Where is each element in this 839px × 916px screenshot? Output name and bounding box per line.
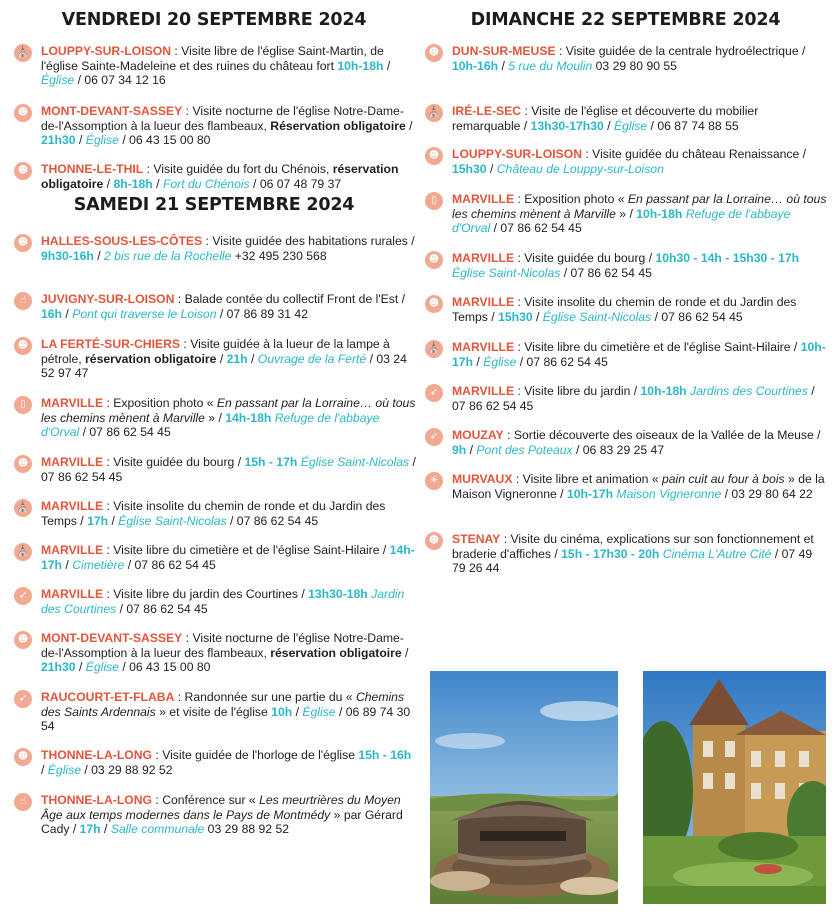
event-place: 5 rue du Moulin <box>508 58 593 73</box>
event-detail: : Conférence sur « <box>152 793 260 807</box>
event-time: 14h-17h <box>41 543 415 572</box>
event-detail: : Exposition photo « <box>103 396 217 410</box>
event-detail: : Visite guidée de la centrale hydroélectrique / <box>555 44 806 58</box>
guide-icon: ☻ <box>425 251 443 269</box>
event-town: MONT-DEVANT-SASSEY <box>41 104 183 118</box>
event-item <box>12 292 416 321</box>
event-detail: : Visite insolite du chemin de ronde et du Jardin des Temps / <box>452 295 797 324</box>
event-place: Jardin des Courtines <box>41 587 405 616</box>
event-text <box>41 455 416 484</box>
event-item <box>423 44 828 73</box>
event-detail: / <box>473 354 484 369</box>
event-detail: / <box>75 660 86 675</box>
day-heading: DIMANCHE 22 SEPTEMBRE 2024 <box>470 10 781 30</box>
event-detail: / 06 89 74 30 54 <box>41 704 411 734</box>
event-detail: 03 29 88 92 52 <box>204 822 290 837</box>
guide-icon: ☻ <box>14 631 32 649</box>
event-text <box>41 793 416 837</box>
event-town: THONNE-LE-THIL <box>41 162 144 176</box>
event-detail: / 06 87 74 88 55 <box>647 118 739 133</box>
event-time: 10h <box>271 704 293 719</box>
event-text <box>452 104 828 133</box>
event-detail: / <box>103 176 114 191</box>
event-text <box>41 396 416 440</box>
chateau-photo <box>643 671 826 904</box>
guide-icon: ☻ <box>14 748 32 766</box>
event-time: 21h <box>226 351 248 366</box>
event-detail: / <box>603 118 614 133</box>
fort-photo <box>430 671 618 904</box>
event-detail: : Visite libre du cimetière et de l'église Saint-Hilaire / <box>103 543 390 557</box>
event-detail: +32 495 230 568 <box>231 248 327 263</box>
event-item <box>12 337 416 381</box>
guide-icon: ☻ <box>425 295 443 313</box>
event-place: Église <box>85 133 119 148</box>
event-text <box>452 295 828 324</box>
day-heading: SAMEDI 21 SEPTEMBRE 2024 <box>73 195 355 215</box>
event-town: MARVILLE <box>452 384 515 398</box>
event-detail: : Visite guidée du fort du Chénois, <box>143 162 333 176</box>
event-time: 15h - 17h <box>244 455 298 469</box>
event-detail: / 07 86 62 54 45 <box>79 425 171 440</box>
event-town: MARVILLE <box>452 251 515 265</box>
event-item <box>12 396 416 440</box>
event-detail: : Visite du cinéma, explications sur son fonctionnement et braderie d'affiches / <box>452 532 814 561</box>
event-town: MONT-DEVANT-SASSEY <box>41 631 183 645</box>
event-detail: : Randonnée sur une partie du « <box>174 690 356 704</box>
sun-icon: ☀ <box>425 472 443 490</box>
event-item <box>423 428 828 457</box>
event-time: 10h-17h <box>566 486 614 501</box>
event-town: LOUPPY-SUR-LOISON <box>452 147 583 161</box>
church-icon: ⛪ <box>425 340 443 358</box>
event-detail: / 03 24 52 97 47 <box>41 351 407 381</box>
event-detail: / 06 43 15 00 80 <box>118 660 211 675</box>
walk-icon: ➶ <box>14 690 32 708</box>
event-town: RAUCOURT-ET-FLABA <box>41 690 175 704</box>
event-item <box>12 104 416 148</box>
event-text <box>452 147 828 176</box>
event-detail: / <box>62 557 73 572</box>
event-item <box>423 104 828 133</box>
event-detail: / <box>216 351 227 366</box>
event-item <box>12 455 416 484</box>
event-item <box>12 793 416 837</box>
event-detail: : Visite nocturne de l'église Notre-Dame-de-l'Assomption à la lueur des flambeaux, <box>41 631 404 660</box>
event-item <box>12 748 416 777</box>
event-time: 10h-17h <box>452 340 826 369</box>
event-detail: / 07 86 62 54 45 <box>41 455 416 484</box>
event-text <box>41 748 416 777</box>
event-time: 15h - 17h30 - 20h <box>561 546 660 561</box>
event-text <box>41 337 416 381</box>
event-item <box>423 295 828 324</box>
frame-icon: ▯ <box>14 396 32 414</box>
event-detail: / 07 86 62 54 45 <box>116 601 208 616</box>
event-item <box>423 192 828 236</box>
event-emphasis: réservation obligatoire <box>85 351 217 366</box>
event-town: MARVILLE <box>452 192 515 206</box>
event-detail: / <box>62 306 73 321</box>
event-text <box>452 251 828 280</box>
event-detail: / 07 86 62 54 45 <box>124 557 216 572</box>
event-item <box>12 162 416 191</box>
event-town: THONNE-LA-LONG <box>41 793 153 807</box>
event-detail: : Visite guidée des habitations rurales / <box>202 234 415 248</box>
event-town: DUN-SUR-MEUSE <box>452 44 556 58</box>
event-town: LA FERTÉ-SUR-CHIERS <box>41 337 181 351</box>
event-detail: : Visite guidée du château Renaissance / <box>582 147 807 161</box>
event-emphasis: réservation obligatoire <box>270 645 402 660</box>
event-detail: / 07 86 89 31 42 <box>216 306 308 321</box>
thumb-icon: ☝ <box>14 292 32 310</box>
event-time: 13h30-17h30 <box>530 118 604 133</box>
guide-icon: ☻ <box>425 147 443 165</box>
event-place: Refuge de l'abbaye d'Orval <box>41 410 380 440</box>
event-place: Refuge de l'abbaye d'Orval <box>452 206 791 236</box>
event-time: 21h30 <box>41 133 76 148</box>
event-detail: / <box>383 58 391 73</box>
guide-icon: ☻ <box>425 532 443 550</box>
event-item <box>423 251 828 280</box>
event-text <box>41 631 416 675</box>
event-time: 15h - 16h <box>358 748 412 762</box>
event-place: Cimetière <box>72 557 125 572</box>
event-detail: : Sortie découverte des oiseaux de la Vallée de la Meuse / <box>503 428 821 442</box>
church-icon: ⛪ <box>14 44 32 62</box>
event-place: Église Saint-Nicolas <box>542 309 652 324</box>
event-place: Église Saint-Nicolas <box>118 513 227 528</box>
event-time: 15h30 <box>452 161 487 176</box>
event-item <box>423 147 828 176</box>
church-icon: ⛪ <box>14 543 32 561</box>
event-time: 10h-18h <box>636 206 683 221</box>
event-town: MARVILLE <box>41 543 104 557</box>
event-place: Église Saint-Nicolas <box>300 455 410 469</box>
event-place: 2 bis rue de la Rochelle <box>104 248 232 263</box>
event-time: 15h30 <box>498 309 533 324</box>
event-town: IRÉ-LE-SEC <box>452 104 522 118</box>
event-detail: / 07 86 62 54 45 <box>560 265 652 280</box>
event-item <box>12 690 416 734</box>
event-detail: / 06 43 15 00 80 <box>118 133 211 148</box>
event-town: MARVILLE <box>41 587 104 601</box>
event-place: Pont des Poteaux <box>476 442 573 457</box>
event-text <box>41 543 416 572</box>
event-town: MOUZAY <box>452 428 504 442</box>
event-italic: En passant par la Lorraine… où tous les chemins mènent à Marville <box>452 192 827 221</box>
event-detail: : Visite libre du cimetière et de l'église Saint-Hilaire / <box>514 340 801 354</box>
church-icon: ⛪ <box>14 499 32 517</box>
event-detail: / <box>247 351 258 366</box>
event-time: 10h-16h <box>452 58 499 73</box>
event-detail: / <box>532 309 543 324</box>
church-icon: ⛪ <box>425 104 443 122</box>
event-detail: / <box>100 822 111 837</box>
event-text <box>41 234 416 263</box>
event-detail: : Visite de l'église et découverte du mobilier remarquable / <box>452 104 759 133</box>
event-text <box>41 587 416 616</box>
event-time: 9h <box>452 442 467 457</box>
guide-icon: ☻ <box>14 104 32 122</box>
event-detail: » et visite de l'église <box>155 704 272 719</box>
event-time: 16h <box>41 306 63 321</box>
frame-icon: ▯ <box>425 192 443 210</box>
walk-icon: ➶ <box>14 587 32 605</box>
event-text <box>452 44 828 73</box>
guide-icon: ☻ <box>14 234 32 252</box>
event-detail: / 07 86 62 54 45 <box>651 309 743 324</box>
event-time: 14h-18h <box>225 410 272 425</box>
event-place: Église <box>85 660 119 675</box>
event-detail: : Visite nocturne de l'église Notre-Dame-de-l'Assomption à la lueur des flambeaux, <box>41 104 404 133</box>
event-detail: / <box>152 176 163 191</box>
event-detail: / <box>466 442 477 457</box>
event-text <box>41 292 416 321</box>
guide-icon: ☻ <box>425 44 443 62</box>
thumb-icon: ☝ <box>14 793 32 811</box>
event-detail: / <box>93 248 105 263</box>
event-town: MARVILLE <box>41 396 104 410</box>
event-place: Fort du Chénois <box>162 176 250 191</box>
event-text <box>452 192 828 236</box>
event-italic: En passant par la Lorraine… où tous les chemins mènent à Marville <box>41 396 416 425</box>
event-text <box>41 104 416 148</box>
event-time: 8h-18h <box>113 176 153 191</box>
event-text <box>41 499 416 528</box>
event-town: MARVILLE <box>41 455 104 469</box>
event-place: Maison Vigneronne <box>616 486 722 501</box>
event-detail: / <box>292 704 303 719</box>
event-detail: / <box>108 513 119 528</box>
event-time: 10h30 - 14h - 15h30 - 17h <box>655 251 800 265</box>
event-place: Cinéma L'Autre Cité <box>662 546 772 561</box>
event-town: MURVAUX <box>452 472 513 486</box>
walk-icon: ➶ <box>425 428 443 446</box>
day-heading: VENDREDI 20 SEPTEMBRE 2024 <box>61 10 367 30</box>
event-detail: : Visite libre de l'église Saint-Martin, de l'église Sainte-Madeleine et des ruines du château fort <box>41 44 384 73</box>
event-time: 10h-18h <box>337 58 384 73</box>
event-detail: » / <box>204 410 226 425</box>
event-detail: : Visite insolite du chemin de ronde et du Jardin des Temps / <box>41 499 386 528</box>
guide-icon: ☻ <box>14 162 32 180</box>
event-detail: / <box>405 118 413 133</box>
event-time: 17h <box>79 822 101 837</box>
event-text <box>452 384 828 413</box>
event-item <box>423 472 828 501</box>
event-place: Église <box>613 118 648 133</box>
event-time: 13h30-18h <box>308 587 368 601</box>
event-detail: / 07 86 62 54 45 <box>226 513 319 528</box>
event-town: HALLES-SOUS-LES-CÔTES <box>41 234 203 248</box>
event-detail: / 07 86 62 54 45 <box>516 354 608 369</box>
event-detail: : Visite libre du jardin / <box>514 384 641 398</box>
event-place: Jardins des Courtines <box>689 384 808 398</box>
event-detail: / <box>41 762 48 777</box>
event-emphasis: réservation obligatoire <box>41 162 399 191</box>
event-time: 17h <box>87 513 109 528</box>
event-detail: / 03 29 80 64 22 <box>721 486 813 501</box>
event-place: Église <box>41 73 75 88</box>
event-detail: : Visite guidée de l'horloge de l'église <box>152 748 359 762</box>
event-place: Église <box>47 762 81 777</box>
event-place: Pont qui traverse le Loison <box>72 306 217 321</box>
event-detail: / 07 86 62 54 45 <box>452 384 815 413</box>
event-detail: : Visite libre du jardin des Courtines / <box>103 587 309 601</box>
guide-icon: ☻ <box>14 455 32 473</box>
event-text <box>452 472 828 501</box>
event-detail: » par Gérard Cady / <box>41 807 403 837</box>
guide-icon: ☻ <box>14 337 32 355</box>
event-place: Église Saint-Nicolas <box>452 265 561 280</box>
event-time: 10h-18h <box>640 384 687 398</box>
event-detail: » / <box>615 206 637 221</box>
event-detail: » de la Maison Vigneronne / <box>452 472 825 501</box>
event-item <box>12 234 416 263</box>
event-text <box>452 340 828 369</box>
event-town: STENAY <box>452 532 501 546</box>
event-detail: / 07 49 79 26 44 <box>452 546 813 576</box>
event-detail: / <box>486 161 497 176</box>
event-italic: pain cuit au four à bois <box>662 472 785 486</box>
event-town: JUVIGNY-SUR-LOISON <box>41 292 175 306</box>
event-item <box>12 587 416 616</box>
event-town: MARVILLE <box>452 295 515 309</box>
event-detail: : Balade contée du collectif Front de l'Est / <box>174 292 406 306</box>
event-town: MARVILLE <box>452 340 515 354</box>
event-text <box>452 532 828 576</box>
event-item <box>12 44 416 88</box>
event-item <box>423 384 828 413</box>
event-detail: : Visite guidée du bourg / <box>514 251 656 265</box>
event-item <box>423 340 828 369</box>
event-italic: Les meurtrières du Moyen Âge aux temps modernes dans le Pays de Montmédy <box>41 793 401 822</box>
event-detail: / 03 29 88 92 52 <box>80 762 173 777</box>
event-emphasis: Réservation obligatoire <box>270 118 406 133</box>
event-place: Église <box>302 704 336 719</box>
event-town: LOUPPY-SUR-LOISON <box>41 44 172 58</box>
event-place: Salle communale <box>110 822 205 837</box>
event-detail: / 06 07 34 12 16 <box>74 73 166 88</box>
event-detail: : Visite libre et animation « <box>512 472 662 486</box>
walk-icon: ➶ <box>425 384 443 402</box>
event-detail: : Visite guidée à la lueur de la lampe à pétrole, <box>41 337 390 366</box>
event-detail: / <box>498 58 509 73</box>
event-detail: 03 29 80 90 55 <box>592 58 677 73</box>
event-place: Ouvrage de la Ferté <box>257 351 367 366</box>
event-detail: : Visite guidée du bourg / <box>103 455 245 469</box>
event-detail: : Exposition photo « <box>514 192 628 206</box>
event-text <box>41 690 416 734</box>
event-text <box>452 428 828 457</box>
event-time: 9h30-16h <box>41 248 94 263</box>
event-item <box>423 532 828 576</box>
event-place: Église <box>483 354 517 369</box>
event-item <box>12 499 416 528</box>
event-text <box>41 162 416 191</box>
event-item <box>12 543 416 572</box>
event-item <box>12 631 416 675</box>
event-detail: / 06 83 29 25 47 <box>572 442 665 457</box>
event-town: THONNE-LA-LONG <box>41 748 153 762</box>
event-text <box>41 44 416 88</box>
event-detail: / 06 07 48 79 37 <box>249 176 342 191</box>
event-italic: Chemins des Saints Ardennais <box>41 690 405 719</box>
event-time: 21h30 <box>41 660 76 675</box>
event-town: MARVILLE <box>41 499 104 513</box>
event-detail: / <box>401 645 409 660</box>
event-detail: / 07 86 62 54 45 <box>490 221 582 236</box>
event-place: Château de Louppy-sur-Loison <box>496 161 664 176</box>
event-detail: / <box>75 133 86 148</box>
